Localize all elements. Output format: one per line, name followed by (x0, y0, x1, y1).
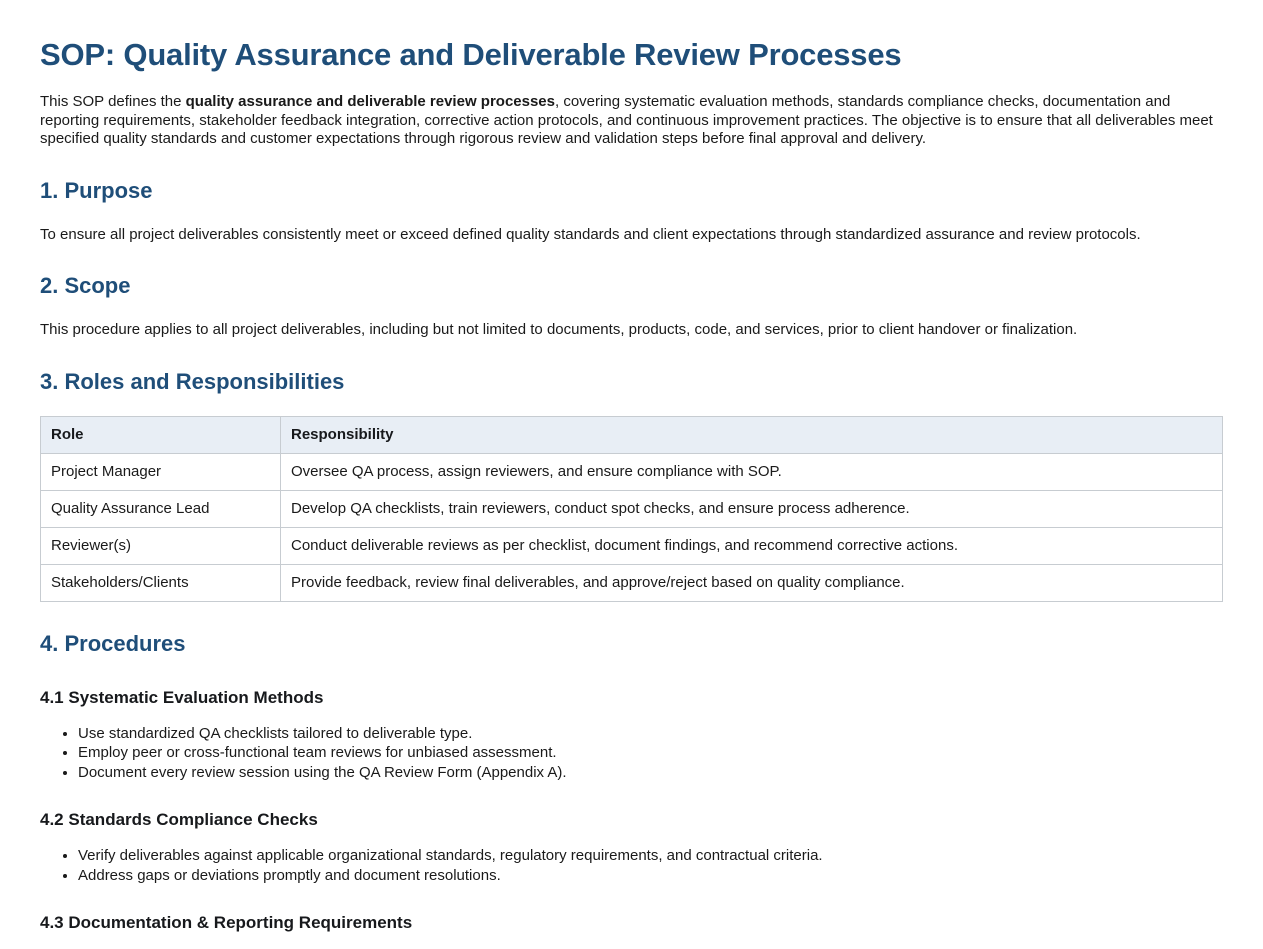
subsection-heading-4-2: 4.2 Standards Compliance Checks (40, 809, 318, 829)
table-cell-responsibility: Conduct deliverable reviews as per checklist, document findings, and recommend corrective actions. (281, 527, 1223, 564)
table-cell-role: Stakeholders/Clients (41, 564, 281, 601)
section-heading-purpose: 1. Purpose (40, 177, 153, 203)
intro-text-after: , covering systematic evaluation methods, standards compliance checks, documentation and reporting requirements, stakeholder feedback integration, corrective action protocols, and continuous improvement practices. The objective is to ensure that all deliverables meet specified quality standards and customer expectations through rigorous review and validation steps before final approval and delivery. (40, 93, 1213, 148)
roles-responsibilities-table (40, 416, 1223, 602)
intro-paragraph (40, 93, 1223, 149)
table-row (41, 490, 1223, 527)
table-cell-responsibility: Develop QA checklists, train reviewers, conduct spot checks, and ensure process adherence. (281, 490, 1223, 527)
list-item: • Address gaps or deviations promptly and document resolutions. (78, 866, 1223, 885)
bullet-list-4-1 (40, 724, 1223, 782)
list-item: • Document every review session using the QA Review Form (Appendix A). (78, 763, 1223, 782)
table-column-header-responsibility: Responsibility (281, 416, 1223, 453)
section-heading-roles: 3. Roles and Responsibilities (40, 368, 345, 394)
table-cell-role: Project Manager (41, 453, 281, 490)
table-row (41, 527, 1223, 564)
page-title: SOP: Quality Assurance and Deliverable Review Processes (40, 37, 902, 72)
table-cell-role: Quality Assurance Lead (41, 490, 281, 527)
intro-text-bold: quality assurance and deliverable review processes (185, 93, 555, 111)
table-column-header-role: Role (41, 416, 281, 453)
bullet-list-4-2 (40, 846, 1223, 884)
list-item: • Verify deliverables against applicable organizational standards, regulatory requirements, and contractual criteria. (78, 846, 1223, 865)
purpose-text: To ensure all project deliverables consistently meet or exceed defined quality standards and client expectations through standardized assurance and review protocols. (40, 225, 1141, 243)
subsection-heading-4-1: 4.1 Systematic Evaluation Methods (40, 687, 324, 707)
table-header-row (41, 416, 1223, 453)
section-heading-scope: 2. Scope (40, 273, 131, 299)
list-item: • Employ peer or cross-functional team reviews for unbiased assessment. (78, 743, 1223, 762)
section-heading-procedures: 4. Procedures (40, 630, 186, 656)
table-cell-responsibility: Provide feedback, review final deliverables, and approve/reject based on quality compliance. (281, 564, 1223, 601)
table-row (41, 453, 1223, 490)
table-cell-responsibility: Oversee QA process, assign reviewers, and ensure compliance with SOP. (281, 453, 1223, 490)
intro-text-before: This SOP defines the (40, 93, 186, 111)
table-row (41, 564, 1223, 601)
scope-text: This procedure applies to all project deliverables, including but not limited to documents, products, code, and services, prior to client handover or finalization. (40, 321, 1078, 339)
subsection-heading-4-3: 4.3 Documentation & Reporting Requirements (40, 912, 413, 932)
list-item: • Use standardized QA checklists tailored to deliverable type. (78, 724, 1223, 743)
table-cell-role: Reviewer(s) (41, 527, 281, 564)
